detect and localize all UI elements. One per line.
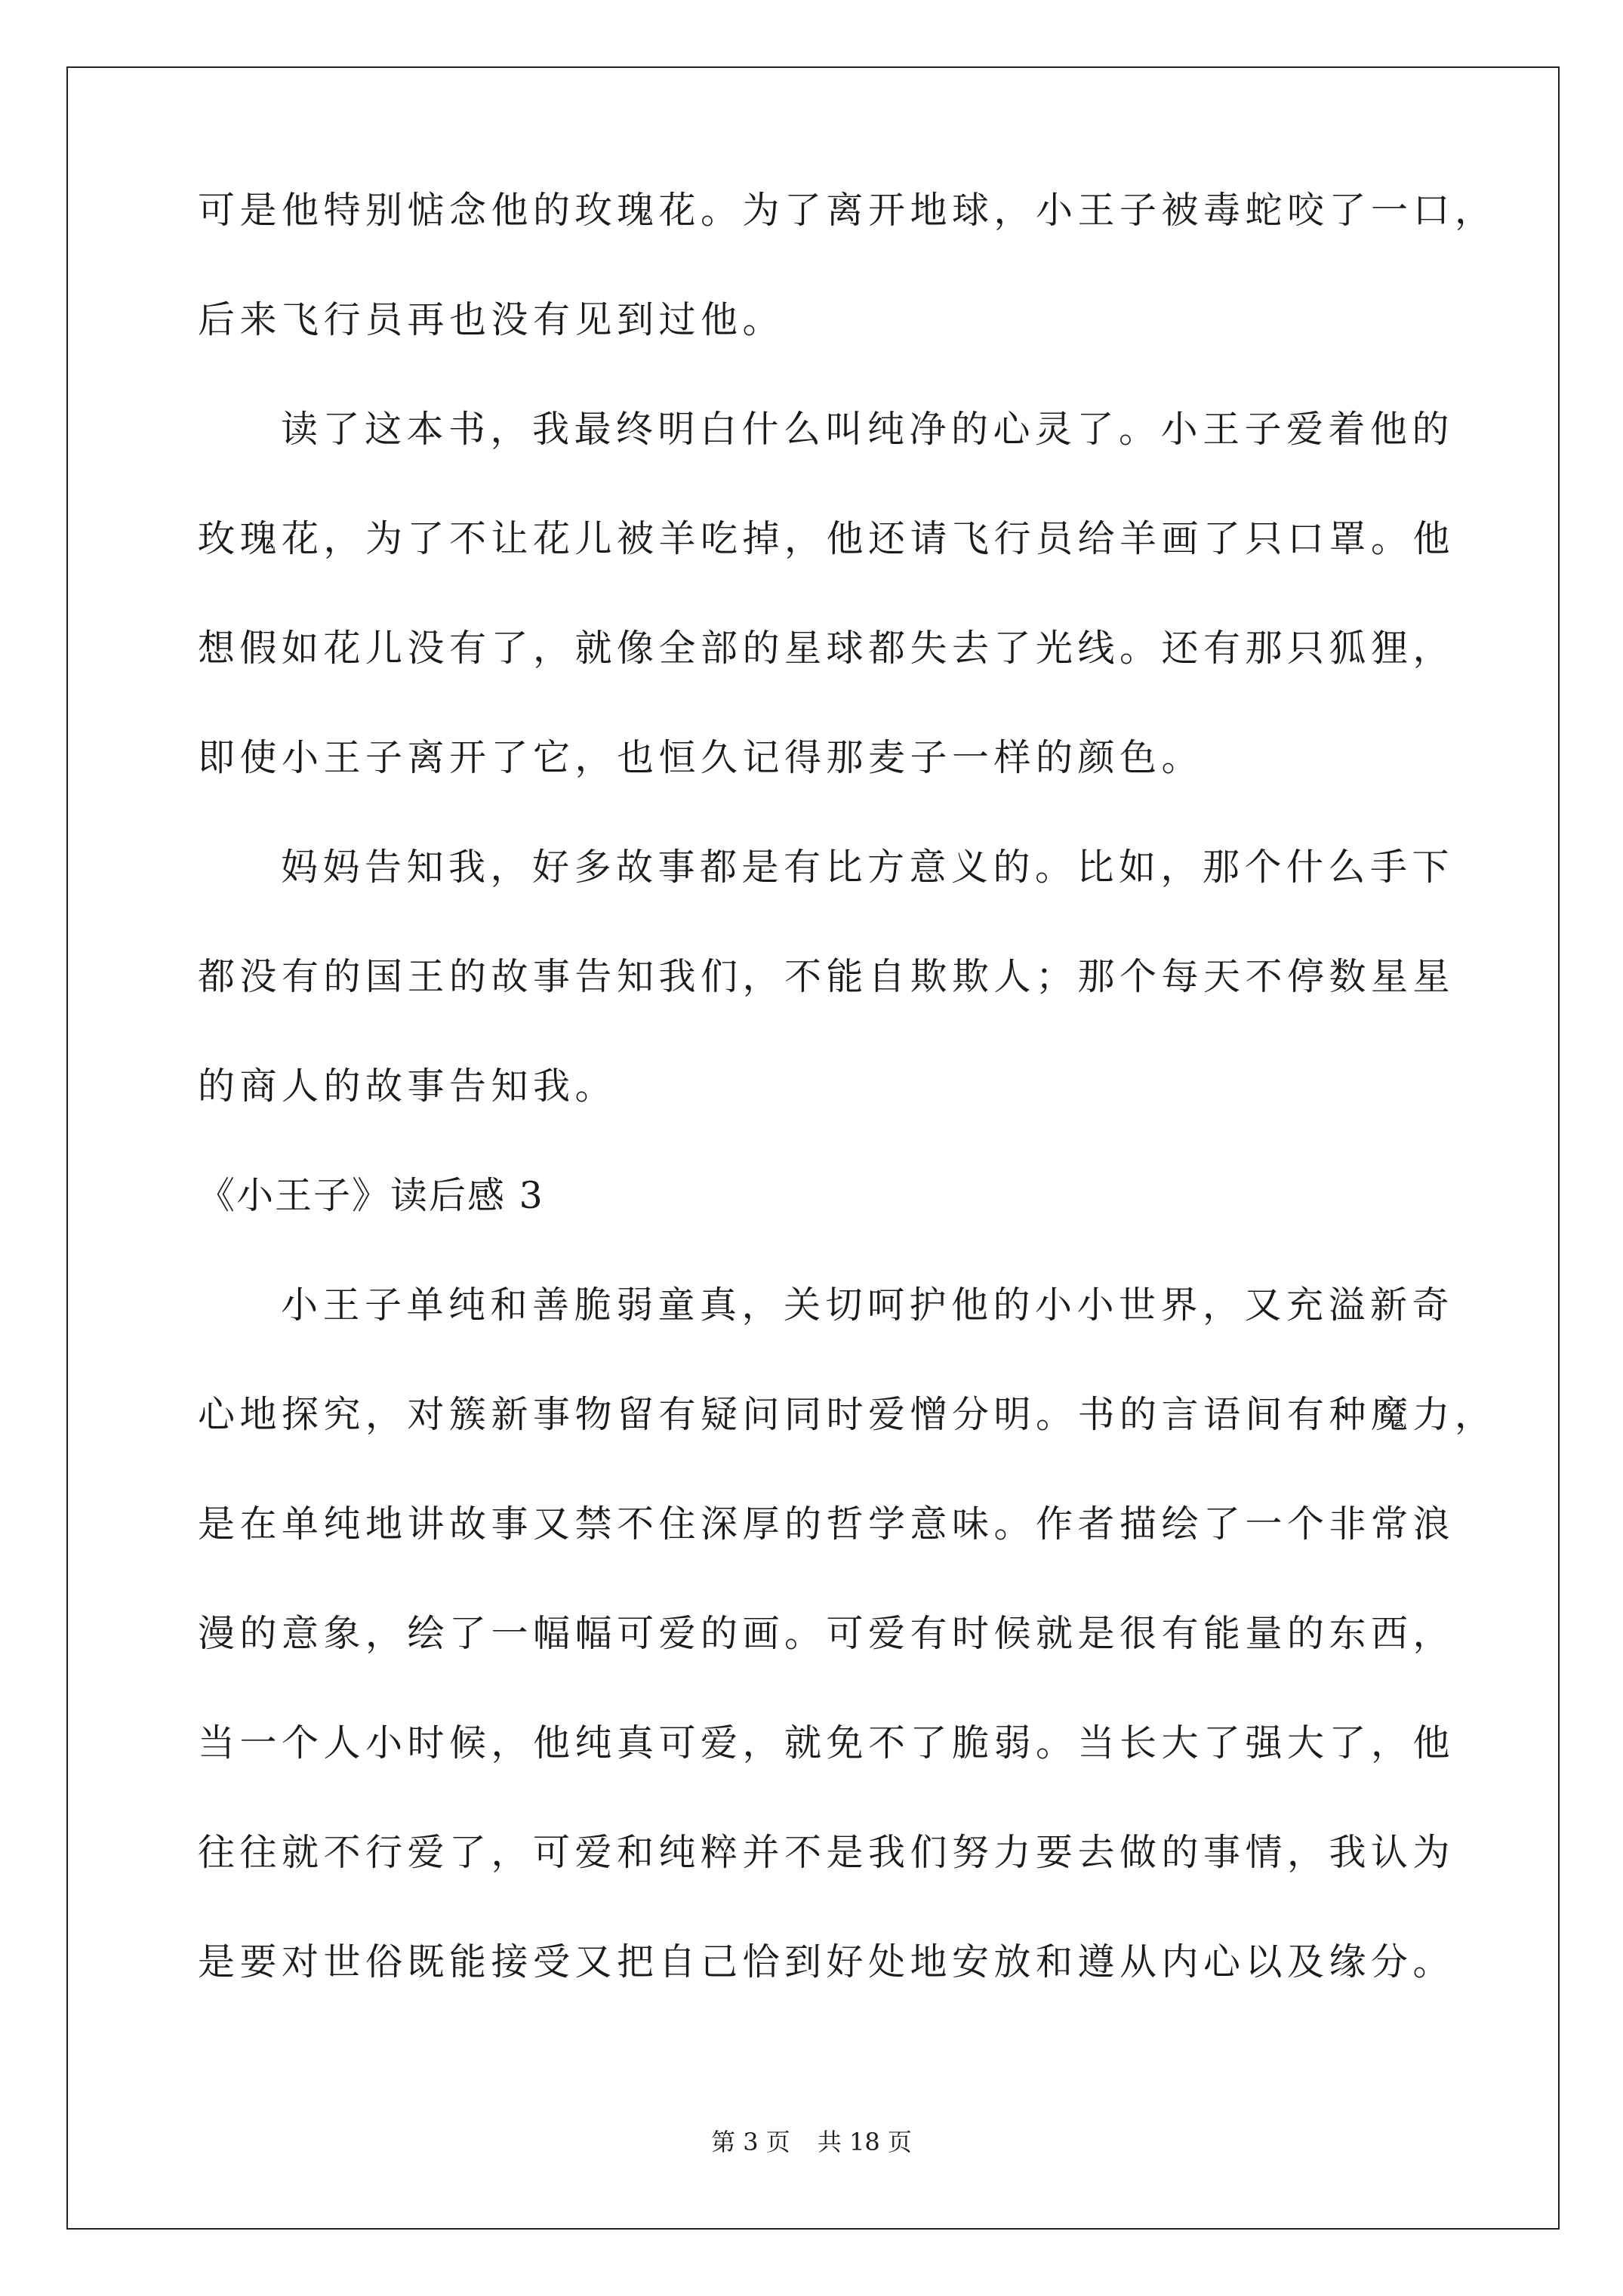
body-line: 可是他特别惦念他的玫瑰花。为了离开地球，小王子被毒蛇咬了一口，: [198, 189, 1497, 232]
body-line: 是在单纯地讲故事又禁不住深厚的哲学意味。作者描绘了一个非常浪: [198, 1502, 1455, 1546]
body-line: 的商人的故事告知我。: [198, 1065, 617, 1108]
body-line: 心地探究，对簇新事物留有疑问同时爱憎分明。书的言语间有种魔力，: [198, 1393, 1497, 1436]
body-line: 即使小王子离开了它，也恒久记得那麦子一样的颜色。: [198, 736, 1204, 779]
body-line: 当一个人小时候，他纯真可爱，就免不了脆弱。当长大了强大了，他: [198, 1721, 1455, 1764]
body-line: 往往就不行爱了，可爱和纯粹并不是我们努力要去做的事情，我认为: [198, 1831, 1455, 1874]
page-footer: [0, 2130, 1623, 2154]
body-line: 玫瑰花，为了不让花儿被羊吃掉，他还请飞行员给羊画了只口罩。他: [198, 517, 1455, 560]
body-line: 是要对世俗既能接受又把自己恰到好处地安放和遵从内心以及缘分。: [198, 1940, 1455, 1983]
body-line: 都没有的国王的故事告知我们，不能自欺欺人；那个每天不停数星星: [198, 955, 1455, 998]
body-line: 想假如花儿没有了，就像全部的星球都失去了光线。还有那只狐狸，: [198, 627, 1455, 670]
paragraph-start-line: 读了这本书，我最终明白什么叫纯净的心灵了。小王子爱着他的: [281, 408, 1455, 451]
body-line: 漫的意象，绘了一幅幅可爱的画。可爱有时候就是很有能量的东西，: [198, 1612, 1455, 1655]
page-number: 第 3 页: [711, 2128, 790, 2156]
paragraph-start-line: 小王子单纯和善脆弱童真，关切呵护他的小小世界，又充溢新奇: [281, 1284, 1455, 1327]
page-total: 共 18 页: [817, 2128, 912, 2156]
section-heading: 《小王子》读后感 3: [198, 1174, 544, 1217]
paragraph-start-line: 妈妈告知我，好多故事都是有比方意义的。比如，那个什么手下: [281, 846, 1455, 889]
body-line: 后来飞行员再也没有见到过他。: [198, 298, 785, 341]
document-body: [198, 189, 1497, 2053]
